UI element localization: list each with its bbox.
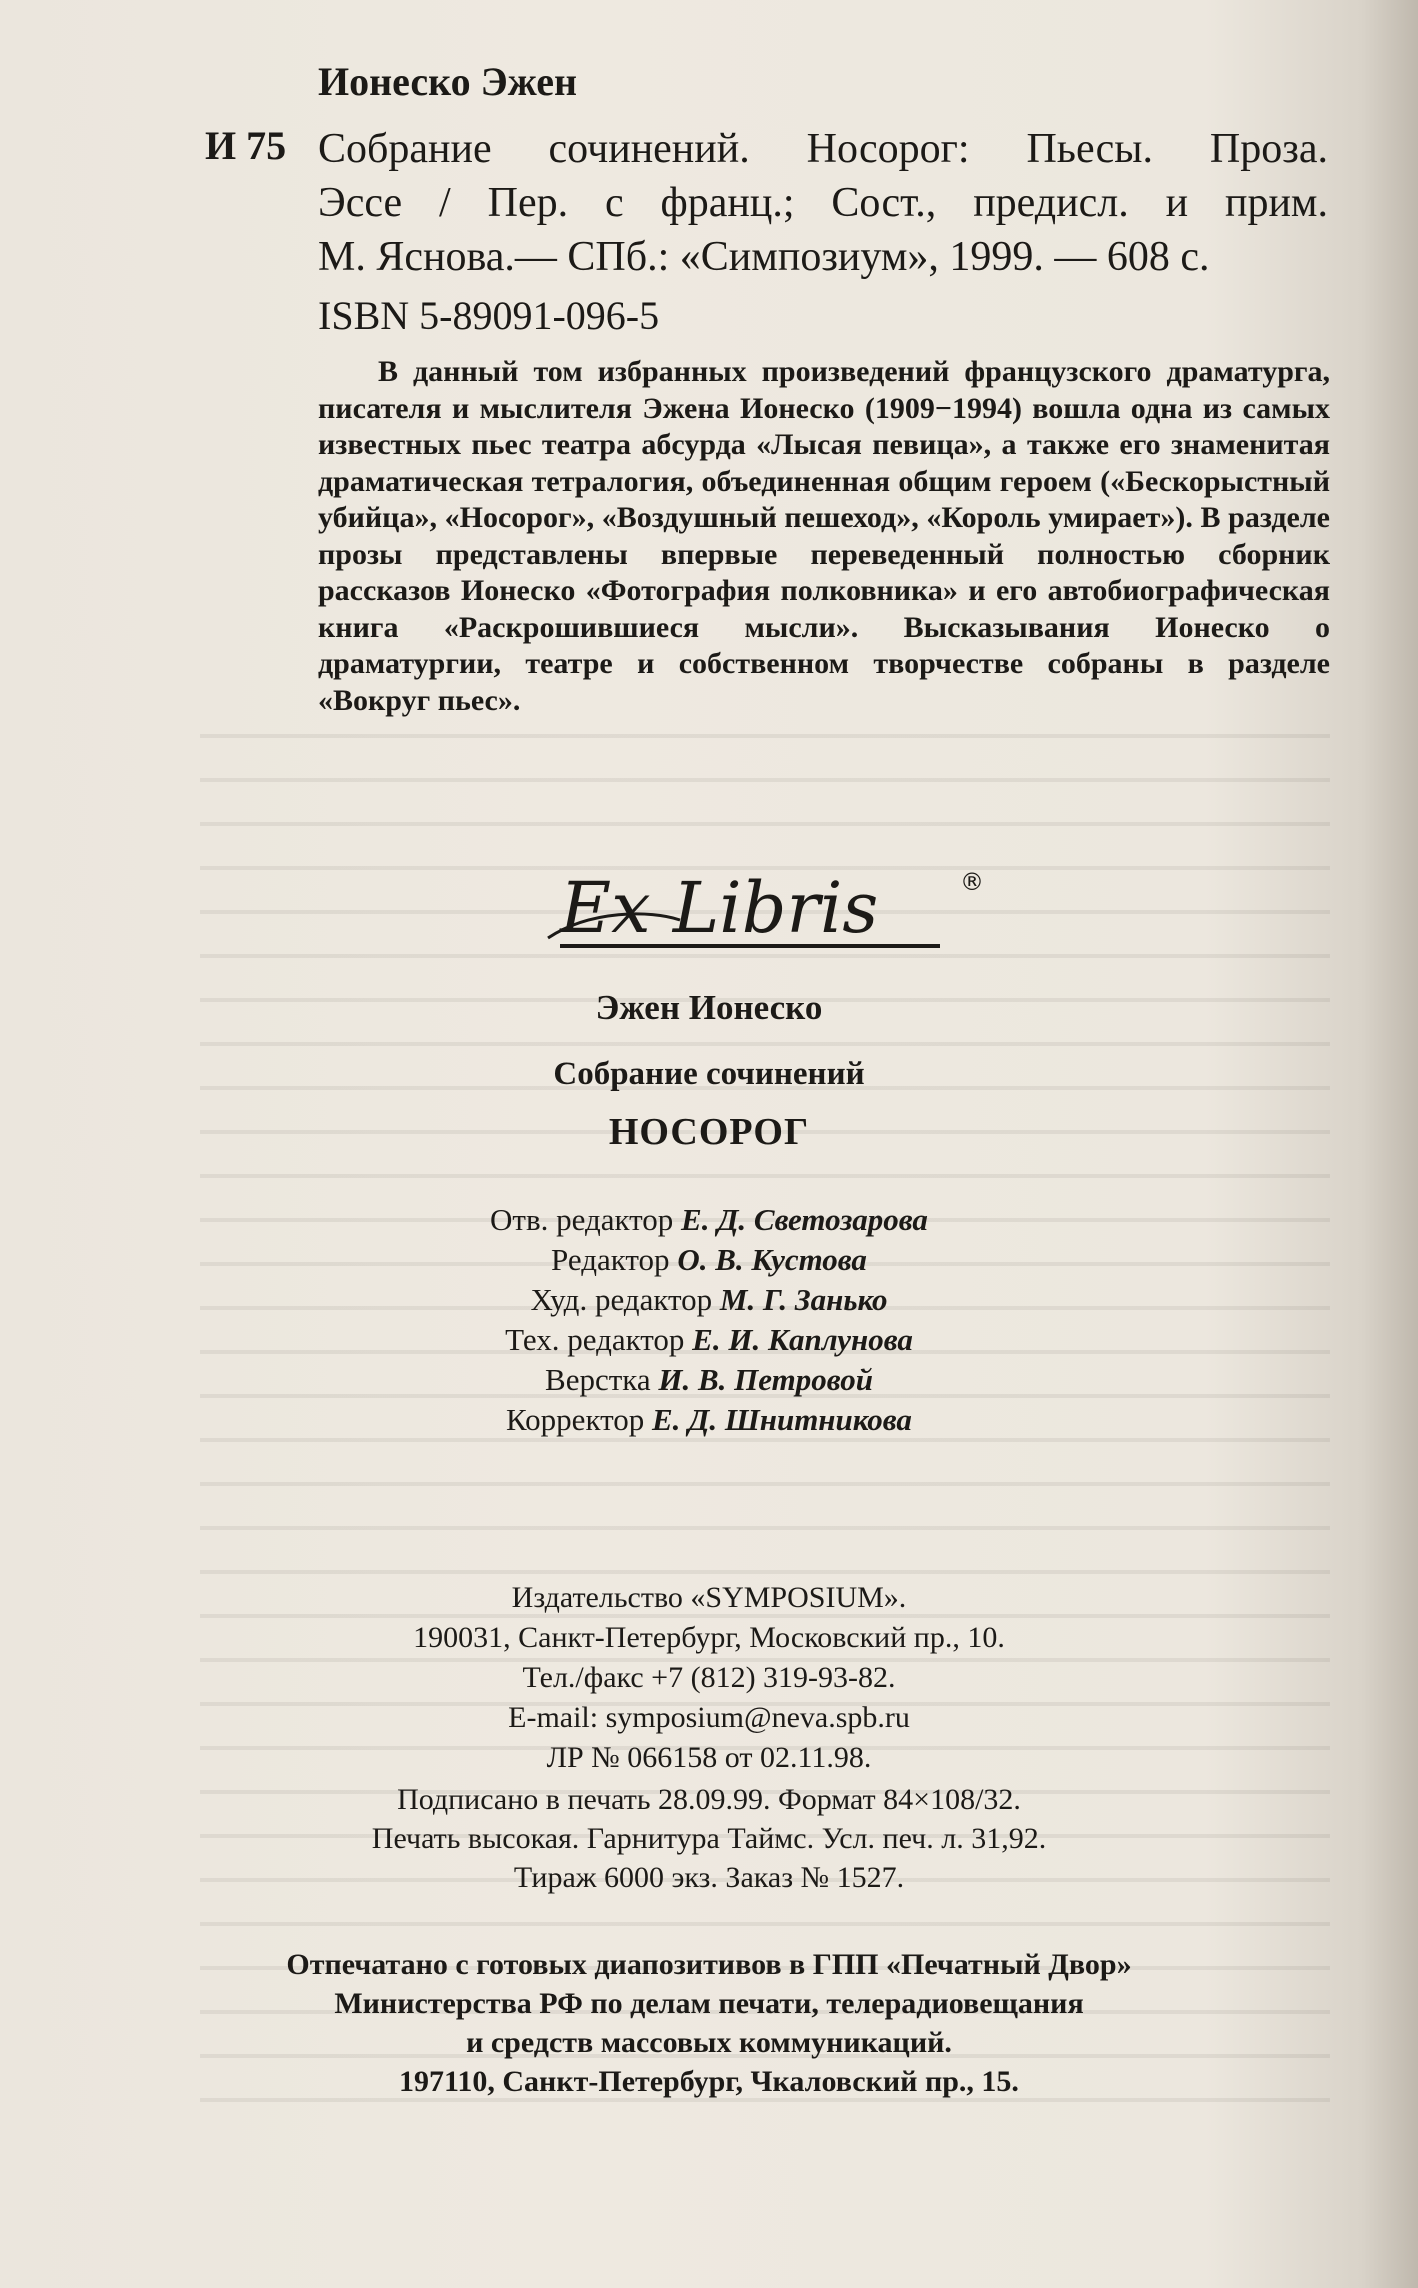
biblio-line: М. Яснова.— СПб.: «Симпозиум», 1999. — 608 с. bbox=[318, 234, 1210, 280]
printing-line: Печать высокая. Гарнитура Таймс. Усл. печ. л. 31,92. bbox=[371, 1822, 1047, 1855]
credit-name: Е. Д. Шнитникова bbox=[651, 1402, 912, 1437]
credit-name: М. Г. Занько bbox=[719, 1282, 888, 1317]
credit-line bbox=[0, 1400, 1418, 1440]
publisher-email: E-mail: symposium@neva.spb.ru bbox=[508, 1701, 910, 1734]
credit-name: И. В. Петровой bbox=[658, 1362, 873, 1397]
title-collection: Собрание сочинений bbox=[553, 1056, 865, 1092]
credit-line bbox=[0, 1280, 1418, 1320]
printer-line: 197110, Санкт-Петербург, Чкаловский пр., 15. bbox=[399, 2065, 1019, 2098]
publisher-license: ЛР № 066158 от 02.11.98. bbox=[546, 1741, 872, 1774]
printer-info bbox=[0, 1945, 1418, 2101]
ex-libris-logo-graphic bbox=[530, 850, 1030, 970]
printing-info bbox=[0, 1780, 1418, 1897]
registered-mark: ® bbox=[960, 868, 984, 896]
credit-line bbox=[0, 1360, 1418, 1400]
credit-role: Отв. редактор bbox=[490, 1202, 674, 1237]
annotation bbox=[318, 354, 1330, 719]
credit-role: Тех. редактор bbox=[505, 1322, 685, 1357]
printer-line: Министерства РФ по делам печати, телерадиовещания bbox=[334, 1987, 1084, 2020]
credit-name: Е. И. Каплунова bbox=[692, 1322, 913, 1357]
credit-role: Верстка bbox=[545, 1362, 651, 1397]
credit-line bbox=[0, 1240, 1418, 1280]
biblio-line: Собрание сочинений. Носорог: Пьесы. Проза. bbox=[318, 126, 1328, 172]
printing-line: Подписано в печать 28.09.99. Формат 84×108/32. bbox=[397, 1783, 1021, 1816]
printer-line: и средств массовых коммуникаций. bbox=[466, 2026, 952, 2059]
credit-line bbox=[0, 1200, 1418, 1240]
printing-line: Тираж 6000 экз. Заказ № 1527. bbox=[513, 1861, 905, 1894]
publisher-phone: Тел./факс +7 (812) 319-93-82. bbox=[522, 1661, 896, 1694]
credit-name: Е. Д. Светозарова bbox=[681, 1202, 928, 1237]
ex-libris-logo bbox=[530, 850, 1030, 970]
credit-name: О. В. Кустова bbox=[677, 1242, 867, 1277]
credit-role: Редактор bbox=[551, 1242, 670, 1277]
publisher-name: Издательство «SYMPOSIUM». bbox=[511, 1581, 907, 1614]
credits-list bbox=[0, 1200, 1418, 1440]
ex-libris-text: Ex Libris bbox=[560, 867, 879, 949]
catalog-author-heading: Ионеско Эжен bbox=[318, 59, 578, 104]
credit-role: Худ. редактор bbox=[530, 1282, 713, 1317]
book-title: НОСОРОГ bbox=[608, 1111, 810, 1153]
printer-line: Отпечатано с готовых диапозитивов в ГПП «Печатный Двор» bbox=[286, 1948, 1132, 1981]
publisher-address: 190031, Санкт-Петербург, Московский пр., 10. bbox=[413, 1621, 1005, 1654]
annotation-paragraph: В данный том избранных произведений французского драматурга, писателя и мыслителя Эжена Ионеско (1909−1994) вошла одна из самых известных пьес театра абсурда «Лысая певица», а также его знаменитая драматическая тетралогия, объединенная общим героем («Бескорыстный убийца», «Носорог», «Воздушный пешеход», «Король умирает»). В разделе прозы представлены впервые переведенный полностью сборник рассказов Ионеско «Фотография полковника» и его автобиографическая книга «Раскрошившиеся мысли». Высказывания Ионеско о драматургии, театре и собственном творчестве собраны в разделе «Вокруг пьес». bbox=[318, 355, 1330, 717]
credit-line bbox=[0, 1320, 1418, 1360]
bibliographic-record bbox=[318, 122, 1328, 284]
credit-role: Корректор bbox=[506, 1402, 645, 1437]
isbn: ISBN 5-89091-096-5 bbox=[318, 293, 660, 338]
shelf-mark: И 75 bbox=[205, 123, 287, 168]
title-author: Эжен Ионеско bbox=[595, 988, 823, 1027]
publisher-info bbox=[0, 1578, 1418, 1778]
biblio-line: Эссе / Пер. с франц.; Сост., предисл. и прим. bbox=[318, 180, 1328, 226]
